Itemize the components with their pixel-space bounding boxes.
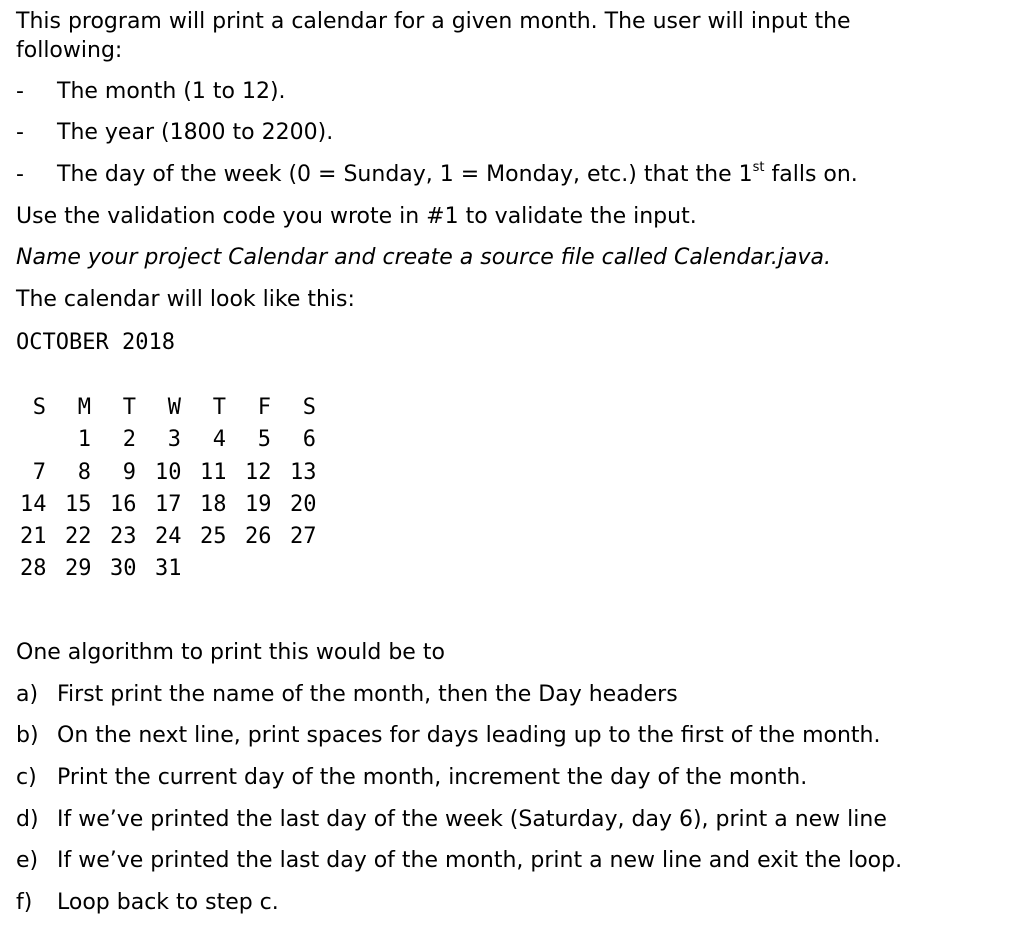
calendar-day-cell: 30 [110,556,137,582]
calendar-day-header: T [212,395,226,420]
algorithm-intro: One algorithm to print this would be to [16,640,445,665]
calendar-day-cell: 28 [20,556,47,582]
dash-bullet: - [16,120,24,145]
weekday-text-before: The day of the week (0 = Sunday, 1 = Monday, etc.) that the 1 [57,162,753,187]
calendar-day-cell: 27 [290,524,317,550]
calendar-day-cell: 19 [245,491,272,517]
step-text: If we’ve printed the last day of the month, print a new line and exit the loop. [57,848,903,873]
calendar-day-cell: 31 [155,556,182,582]
calendar-intro: The calendar will look like this: [16,287,355,312]
step-text: On the next line, print spaces for days leading up to the first of the month. [57,723,881,748]
ordinal-suffix: st [752,159,765,175]
calendar-day-cell: 9 [122,459,136,485]
step-label: f) [16,890,33,915]
weekday-text-after: falls on. [764,162,858,187]
calendar-day-cell: 15 [65,491,92,517]
calendar-day-cell: 4 [212,427,226,453]
calendar-day-cell: 8 [77,459,91,485]
calendar-day-header: T [122,395,136,420]
step-text: If we’ve printed the last day of the week (Saturday, day 6), print a new line [57,807,887,832]
step-text: Loop back to step c. [57,890,279,915]
calendar-day-header: W [167,395,181,420]
calendar-day-header: M [77,395,91,420]
calendar-day-cell: 2 [122,427,136,453]
step-label: e) [16,848,39,873]
calendar-day-cell: 13 [290,459,317,485]
calendar-day-cell: 17 [155,491,182,517]
dash-bullet: - [16,79,24,104]
input-item-text [57,161,858,189]
step-label: b) [16,723,39,748]
calendar-day-cell: 20 [290,491,317,517]
step-text: First print the name of the month, then the Day headers [57,682,678,707]
calendar-day-cell: 21 [20,524,47,550]
input-item-text: The month (1 to 12). [57,79,286,104]
calendar-day-cell: 18 [200,491,227,517]
step-label: a) [16,682,39,707]
calendar-day-header: S [302,395,316,420]
calendar-day-cell: 10 [155,459,182,485]
calendar-day-cell: 12 [245,459,272,485]
calendar-day-cell: 23 [110,524,137,550]
step-text: Print the current day of the month, increment the day of the month. [57,765,808,790]
calendar-title: OCTOBER 2018 [16,330,175,355]
calendar-day-cell: 3 [167,427,181,453]
validation-note: Use the validation code you wrote in #1 to validate the input. [16,204,697,229]
calendar-day-cell: 25 [200,524,227,550]
calendar-day-cell: 11 [200,459,227,485]
calendar-day-cell: 16 [110,491,137,517]
calendar-day-cell: 5 [257,427,271,453]
intro-paragraph: This program will print a calendar for a given month. The user will input the following: [16,9,851,63]
project-note: Name your project Calendar and create a source file called Calendar.java. [16,245,831,270]
input-item-text: The year (1800 to 2200). [57,120,334,145]
calendar-day-cell: 24 [155,524,182,550]
calendar-day-cell: 6 [302,427,316,453]
calendar-day-cell: 1 [77,427,91,453]
calendar-day-header: F [257,395,271,420]
calendar-day-cell: 29 [65,556,92,582]
dash-bullet: - [16,162,24,187]
calendar-day-header: S [32,395,46,420]
calendar-day-cell: 22 [65,524,92,550]
calendar-day-cell: 7 [32,459,46,485]
step-label: c) [16,765,37,790]
calendar-day-cell: 14 [20,491,47,517]
step-label: d) [16,807,39,832]
calendar-day-cell: 26 [245,524,272,550]
